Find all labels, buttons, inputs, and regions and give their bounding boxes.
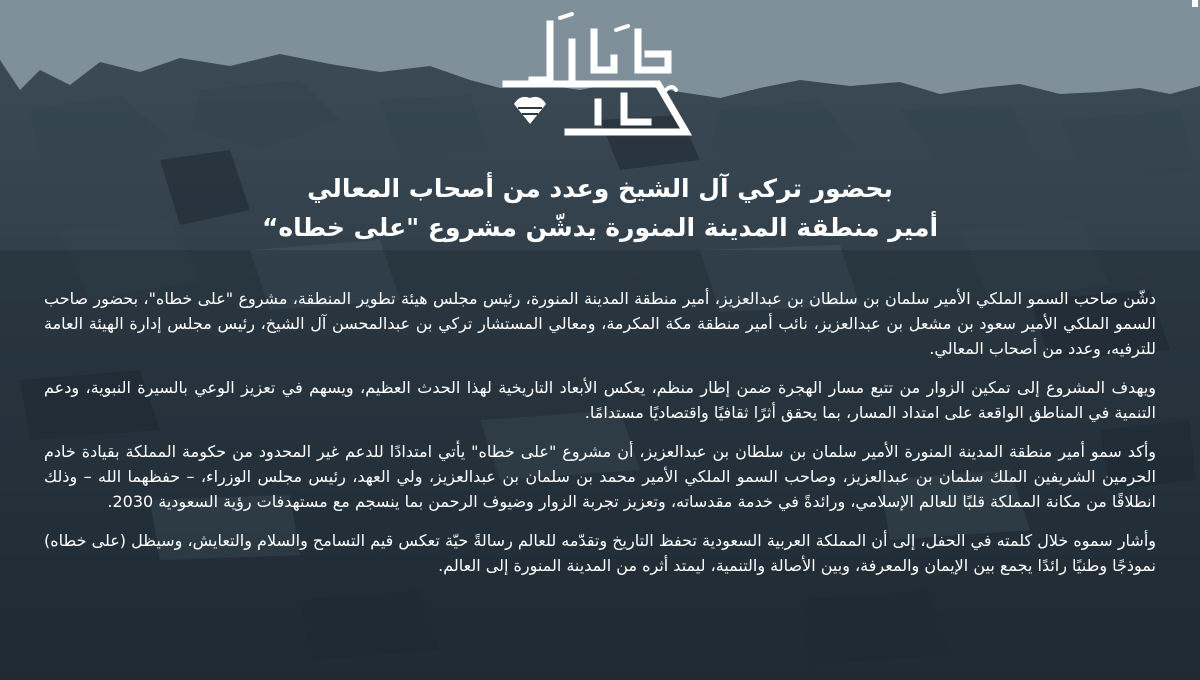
logo-damma-mark xyxy=(666,87,676,90)
logo-fatha-mark xyxy=(560,14,572,18)
headline-line-1: بحضور تركي آل الشيخ وعدد من أصحاب المعالي xyxy=(307,174,893,203)
paragraph-1: دشّن صاحب السمو الملكي الأمير سلمان بن سلطان بن عبدالعزيز، أمير منطقة المدينة المنورة، رئيس مجلس هيئة تطوير المنطقة، مشروع "على خطاه"، بحضور صاحب السمو الملكي الأمير سعود بن مشعل بن عبدالعزيز، نائب أمير منطقة مكة المكرمة، ومعالي المستشار تركي بن عبدالمحسن آل الشيخ، رئيس مجلس إدارة الهيئة العامة للترفيه، وعدد من أصحاب المعالي. xyxy=(44,289,1156,358)
paragraph-3: وأكد سمو أمير منطقة المدينة المنورة الأمير سلمان بن سلطان بن عبدالعزيز، أن مشروع "على خطاه" يأتي امتدادًا للدعم غير المحدود من حكومة المملكة بقيادة خادم الحرمين الشريفين الملك سلمان بن عبدالعزيز، وصاحب السمو الملكي الأمير محمد بن سلمان بن عبدالعزيز، ولي العهد، رئيس مجلس الوزراء، – حفظهما الله – وذلك انطلاقًا من مكانة المملكة قلبًا للعالم الإسلامي، ورائدةً في خدمة مقدساته، وتعزيز تجربة الزوار وضيوف الرحمن بما ينسجم مع مستهدفات رؤية السعودية 2030. xyxy=(44,442,1156,511)
logo-fatha-mark-2 xyxy=(616,26,628,30)
article-body xyxy=(44,286,1156,592)
logo-text-line1 xyxy=(0,0,1,1)
corner-dot xyxy=(1192,0,1198,7)
headline-line-2: أمير منطقة المدينة المنورة يدشّن مشروع "على خطاه“ xyxy=(261,213,939,242)
logo-stroke-ayn xyxy=(594,32,614,70)
ala-khutah-logo xyxy=(498,10,702,150)
logo-stroke-ta xyxy=(624,96,648,122)
logo-stroke-alif xyxy=(532,24,550,80)
paragraph-4: وأشار سموه خلال كلمته في الحفل، إلى أن المملكة العربية السعودية تحفظ التاريخ وتقدّمه للعالم رسالةً حيّة تعكس قيم التسامح والسلام والتعايش، وسيظل (على خطاه) نموذجًا وطنيًا رائدًا يجمع بين الإيمان والمعرفة، وبين الأصالة والتنمية، ليمتد أثره من المدينة المنورة إلى العالم. xyxy=(44,531,1156,575)
logo-stroke-ya xyxy=(638,32,668,70)
heart-rock-icon xyxy=(514,97,546,124)
paragraph-2: ويهدف المشروع إلى تمكين الزوار من تتبع مسار الهجرة ضمن إطار منظم، يعكس الأبعاد التاريخية لهذا الحدث العظيم، ويسهم في تعزيز الوعي بالسيرة النبوية، ودعم التنمية في المناطق الواقعة على امتداد المسار، بما يحقق أثرًا ثقافيًا واقتصاديًا مستدامًا. xyxy=(44,378,1156,422)
